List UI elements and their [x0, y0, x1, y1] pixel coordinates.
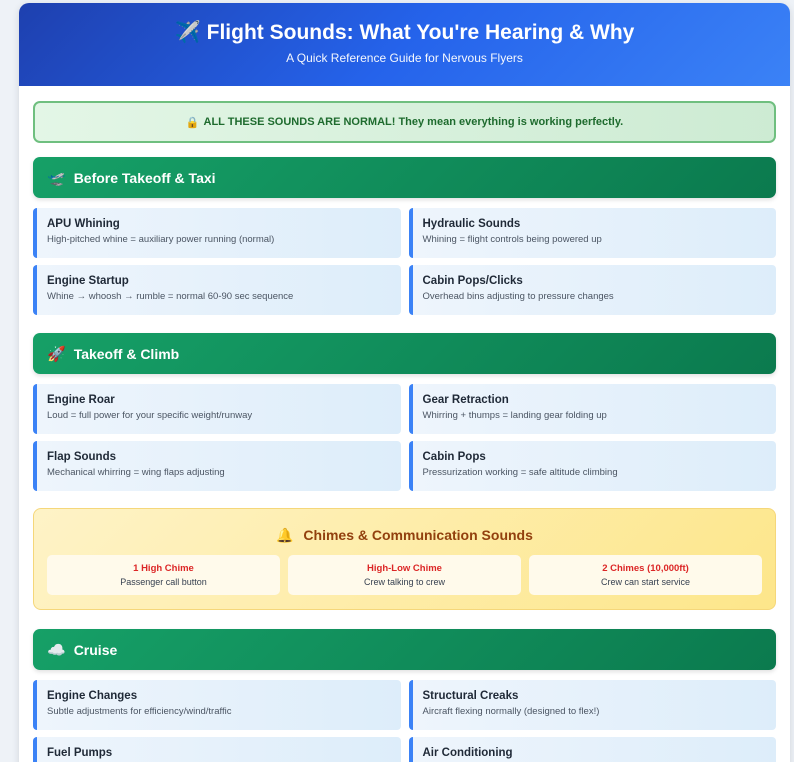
sound-title: Flap Sounds — [47, 451, 116, 463]
guide-card — [19, 3, 790, 762]
section-header — [33, 333, 776, 374]
sound-description: High-pitched whine = auxiliary power running (normal) — [47, 234, 275, 245]
chime-card — [529, 555, 762, 595]
main-content — [19, 86, 790, 762]
sound-description: Aircraft flexing normally (designed to flex!) — [422, 706, 600, 717]
sound-description: Pressurization working = safe altitude climbing — [422, 467, 618, 478]
sound-description: Whining = flight controls being powered up — [422, 234, 602, 245]
sound-card — [33, 737, 401, 762]
sound-title: Cabin Pops/Clicks — [422, 275, 523, 287]
sound-title: Gear Retraction — [422, 394, 509, 406]
lock-icon: 🔒 — [185, 116, 200, 129]
chime-meaning: Crew talking to crew — [363, 577, 446, 587]
sound-description: Mechanical whirring = wing flaps adjusting — [47, 467, 225, 478]
section-cruise — [33, 629, 776, 762]
chime-name: 1 High Chime — [133, 563, 194, 574]
sound-title: Engine Changes — [47, 690, 138, 702]
chimes-title — [34, 527, 775, 544]
sound-card — [409, 737, 777, 762]
sound-card — [409, 680, 777, 730]
sound-title: Air Conditioning — [422, 747, 513, 759]
sound-title: Structural Creaks — [422, 690, 519, 702]
sound-title: Cabin Pops — [422, 451, 486, 463]
section-title: Before Takeoff & Taxi — [73, 169, 216, 186]
section-header — [33, 157, 776, 198]
sound-card — [33, 441, 401, 491]
sound-description: Loud = full power for your specific weight/runway — [47, 410, 253, 421]
chime-name: 2 Chimes (10,000ft) — [602, 563, 689, 574]
sound-title: Engine Startup — [47, 275, 129, 287]
chime-name: High-Low Chime — [367, 563, 442, 574]
section-takeoff-climb — [33, 333, 776, 491]
departure-icon: 🛫 — [47, 169, 66, 187]
chime-card — [288, 555, 521, 595]
section-header — [33, 629, 776, 670]
sound-card — [409, 384, 777, 434]
sound-description: Subtle adjustments for efficiency/wind/traffic — [47, 706, 232, 717]
sound-card — [33, 265, 401, 315]
section-title: Cruise — [73, 641, 118, 658]
sound-card — [409, 208, 777, 258]
section-title: Takeoff & Climb — [73, 345, 180, 362]
normal-sounds-alert — [33, 101, 776, 143]
section-before-takeoff — [33, 157, 776, 315]
sound-description: Whine → whoosh → rumble = normal 60-90 sec sequence — [47, 291, 294, 302]
chimes-panel — [33, 508, 776, 610]
sound-card — [409, 441, 777, 491]
sound-title: APU Whining — [47, 218, 120, 230]
sound-grid — [33, 680, 776, 762]
chime-meaning: Crew can start service — [600, 577, 691, 587]
rocket-icon: 🚀 — [47, 345, 66, 363]
chimes-title-text: Chimes & Communication Sounds — [303, 527, 533, 543]
sound-description: Overhead bins adjusting to pressure changes — [422, 291, 614, 302]
sound-description: Whirring + thumps = landing gear folding up — [422, 410, 607, 421]
sound-card — [409, 265, 777, 315]
airplane-icon: ✈️ — [174, 21, 201, 44]
chime-card — [47, 555, 280, 595]
page-subtitle: A Quick Reference Guide for Nervous Flyers — [286, 51, 523, 65]
cloud-icon: ☁️ — [47, 641, 66, 659]
sound-grid — [33, 384, 776, 491]
sound-card — [33, 384, 401, 434]
sound-title: Engine Roar — [47, 394, 115, 406]
sound-card — [33, 680, 401, 730]
bell-icon: 🔔 — [276, 527, 294, 543]
page-title-text: Flight Sounds: What You're Hearing & Why — [206, 21, 635, 44]
alert-text: ALL THESE SOUNDS ARE NORMAL! They mean everything is working perfectly. — [203, 116, 624, 128]
sound-title: Hydraulic Sounds — [422, 218, 521, 230]
sound-title: Fuel Pumps — [47, 747, 113, 759]
page-title — [19, 20, 790, 46]
chime-meaning: Passenger call button — [120, 577, 207, 587]
chime-list — [34, 555, 775, 595]
sound-card — [33, 208, 401, 258]
page-header — [19, 3, 790, 86]
sound-grid — [33, 208, 776, 315]
